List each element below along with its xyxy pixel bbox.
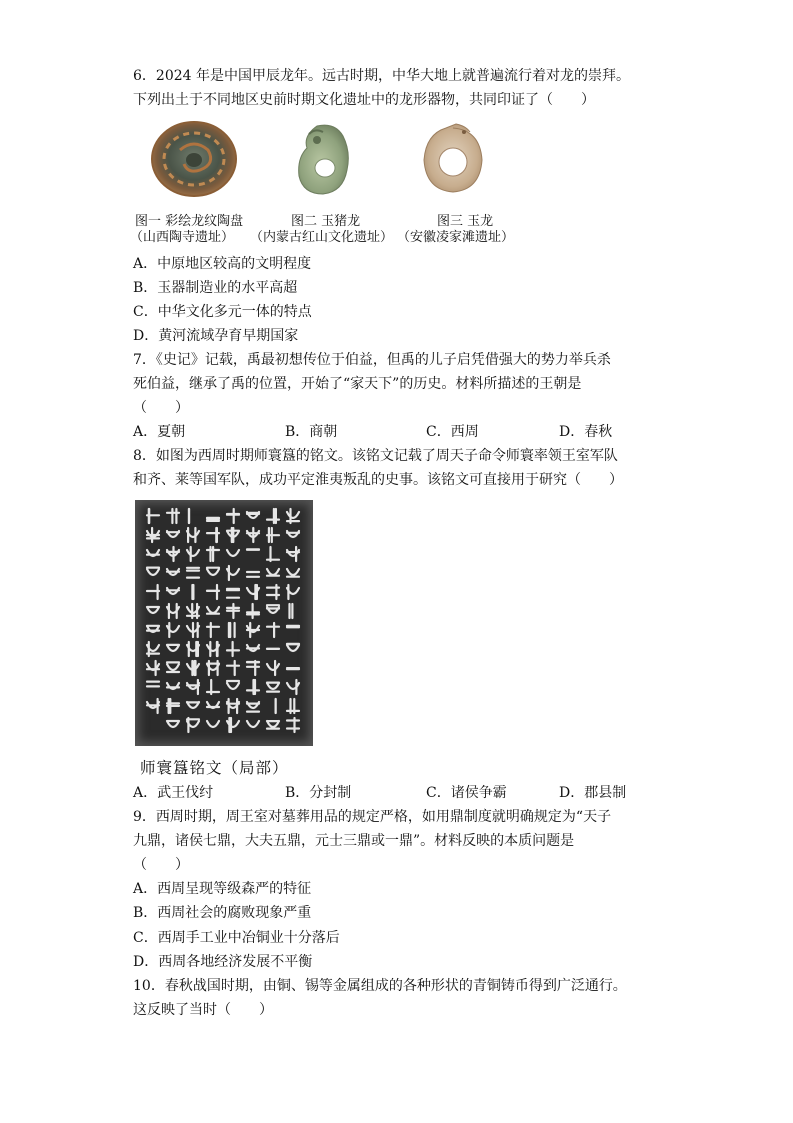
rubbing-glyph-stroke [267,721,279,729]
q7-stem-line2: 死伯益，继承了禹的位置，开始了“家天下”的历史。材料所描述的王朝是 [133,376,582,392]
rubbing-glyph-stroke [247,512,259,518]
inscription-rubbing-image [135,500,313,746]
q8-stem-line2: 和齐、莱等国军队，成功平定淮夷叛乱的史事。该铭文可直接用于研究（ ） [133,472,623,488]
rubbing-glyph-stroke [229,623,235,637]
q7-option-a[interactable]: A．夏朝 [133,424,186,440]
rubbing-glyph-stroke [227,718,239,732]
rubbing-glyph-stroke [267,547,279,561]
rubbing-glyph-stroke [147,682,159,687]
rubbing-glyph-stroke [207,547,219,561]
rubbing-glyph-stroke [267,528,279,542]
fig3-site: （安徽凌家滩遗址） [397,230,515,245]
fig1-title: 图一 彩绘龙纹陶盘 [135,214,244,229]
rubbing-glyph-stroke [187,568,199,578]
rubbing-glyph-stroke [207,585,219,599]
rubbing-glyph-stroke [167,569,179,575]
rubbing-glyph-stroke [207,661,219,675]
q6-option-d[interactable]: D．黄河流域孕育早期国家 [133,328,299,344]
rubbing-glyph-stroke [167,623,179,637]
rubbing-glyph-stroke [187,661,199,675]
rubbing-glyph-stroke [207,680,219,694]
rubbing-glyph-stroke [207,607,219,614]
rubbing-glyph-stroke [227,699,239,713]
rubbing-glyph-stroke [187,547,199,561]
rubbing-glyph-stroke [287,547,299,561]
rubbing-glyph-stroke [147,528,159,542]
rubbing-glyph-stroke [247,572,259,577]
q9-stem-line1: 9．西周时期，周王室对墓葬用品的规定严格，如用鼎制度就明确规定为“天子 [133,809,612,825]
rubbing-glyph-stroke [267,509,279,523]
rubbing-glyph-stroke [167,662,179,672]
rubbing-glyph-stroke [287,680,299,694]
q9-stem-line3: （ ） [133,857,189,873]
rubbing-glyph-stroke [247,721,259,727]
rubbing-glyph-stroke [147,661,159,675]
q8-option-b[interactable]: B．分封制 [285,785,352,801]
q8-option-a[interactable]: A．武王伐纣 [133,785,214,801]
rubbing-glyph-stroke [227,661,239,675]
q8-option-c[interactable]: C．诸侯争霸 [426,785,507,801]
rubbing-glyph-stroke [207,623,219,637]
rubbing-glyph-stroke [287,531,299,537]
q6-stem-line2: 下列出土于不同地区史前时期文化遗址中的龙形器物，共同印证了（ ） [133,92,595,108]
rubbing-glyph-stroke [287,718,299,732]
q8-option-d[interactable]: D．郡县制 [559,785,627,801]
rubbing-glyph-stroke [167,588,179,594]
q9-option-d[interactable]: D．西周各地经济发展不平衡 [133,954,313,970]
rubbing-glyph-stroke [287,699,299,713]
q7-option-c[interactable]: C．西周 [426,424,479,440]
fig3-title: 图三 玉龙 [437,214,494,229]
rubbing-glyph-stroke [267,605,279,613]
rubbing-glyph-stroke [167,683,179,689]
painted-pottery-plate-icon [150,120,238,198]
rubbing-glyph-stroke [187,623,199,637]
q7-option-b[interactable]: B．商朝 [285,424,338,440]
rubbing-glyph-stroke [167,509,179,523]
q8-stem-line1: 8．如图为西周时期师寰簋的铭文。该铭文记载了周天子命令师寰率领王室军队 [133,448,618,464]
rubbing-glyph-stroke [207,642,219,656]
rubbing-glyph-stroke [287,644,299,651]
rubbing-glyph-stroke [167,721,179,727]
fig2-site: （内蒙古红山文化遗址） [250,230,394,245]
rubbing-glyph-stroke [247,528,259,542]
rubbing-glyph-stroke [247,645,259,651]
jade-dragon-ring-icon [420,122,486,196]
rubbing-glyph-stroke [287,569,299,577]
rubbing-glyph-stroke [247,585,259,599]
q7-stem-line1: 7．《史记》记载，禹最初想传位于伯益，但禹的儿子启凭借强大的势力举兵杀 [133,352,611,368]
rubbing-glyph-stroke [227,550,239,556]
q6-stem-line1: 6．2024 年是中国甲辰龙年。远古时期，中华大地上就普遍流行着对龙的崇拜。 [133,68,630,84]
rubbing-glyph-stroke [287,509,299,523]
rubbing-glyph-stroke [267,585,279,599]
rubbing-glyph-stroke [287,668,299,669]
q6-option-c[interactable]: C．中华文化多元一体的特点 [133,304,312,320]
rubbing-glyph-stroke [167,547,179,561]
q9-option-b[interactable]: B．西周社会的腐败现象严重 [133,905,312,921]
rubbing-glyph-stroke [247,661,259,675]
rubbing-glyph-stroke [287,585,299,599]
rubbing-glyph-stroke [227,642,239,656]
rubbing-glyph-stroke [227,566,239,580]
rubbing-glyph-stroke [147,626,159,632]
rubbing-glyph-stroke [207,518,219,521]
rubbing-glyph-stroke [207,721,219,727]
rubbing-glyph-stroke [227,604,239,618]
rubbing-glyph-stroke [187,702,199,708]
rubbing-glyph-stroke [287,626,299,628]
rubbing-glyph-stroke [247,680,259,694]
rubbing-glyph-stroke [247,604,259,618]
rubbing-glyph-stroke [207,568,219,575]
rubbing-glyph-stroke [187,528,199,542]
rubbing-glyph-stroke [227,509,239,523]
rubbing-glyph-stroke [267,623,279,637]
rubbing-glyph-stroke [147,699,159,713]
rubbing-glyph-stroke [247,623,259,637]
rubbing-glyph-stroke [167,699,179,713]
rubbing-glyph-stroke [147,585,159,599]
rubbing-glyph-stroke [227,528,239,542]
rubbing-glyph-stroke [187,604,199,618]
rubbing-glyph-stroke [167,645,179,651]
fig2-title: 图二 玉猪龙 [291,214,361,229]
rubbing-glyph-stroke [187,718,199,732]
rubbing-glyph-stroke [227,589,239,598]
q9-stem-line2: 九鼎，诸侯七鼎，大夫五鼎，元士三鼎或一鼎”。材料反映的本质问题是 [133,833,575,849]
rubbing-glyph-texture-icon [135,500,313,746]
rubbing-glyph-stroke [267,661,279,675]
q10-stem-line1: 10．春秋战国时期，由铜、锡等金属组成的各种形状的青铜铸币得到广泛通行。 [133,978,627,994]
rubbing-glyph-stroke [207,702,219,708]
rubbing-glyph-stroke [187,680,199,694]
rubbing-glyph-stroke [247,702,259,712]
q7-option-d[interactable]: D．春秋 [559,424,613,440]
q9-option-c[interactable]: C．西周手工业中冶铜业十分落后 [133,930,340,946]
rubbing-glyph-stroke [290,604,293,618]
rubbing-glyph-stroke [192,585,193,599]
jade-pig-dragon-icon [295,122,353,198]
q10-stem-line2: 这反映了当时（ ） [133,1002,273,1018]
q6-option-b[interactable]: B．玉器制造业的水平高超 [133,280,298,296]
fig1-site: （山西陶寺遗址） [130,230,235,245]
rubbing-glyph-stroke [147,568,159,575]
rubbing-glyph-stroke [207,528,219,542]
inscription-caption: 师寰簋铭文（局部） [140,759,289,777]
rubbing-glyph-stroke [167,531,179,537]
rubbing-glyph-stroke [187,642,199,656]
q6-option-a[interactable]: A．中原地区较高的文明程度 [133,256,312,272]
rubbing-glyph-stroke [147,642,159,656]
rubbing-glyph-stroke [267,569,279,576]
q9-option-a[interactable]: A．西周呈现等级森严的特征 [133,881,312,897]
rubbing-glyph-stroke [167,604,179,618]
q7-stem-line3: （ ） [133,400,189,416]
rubbing-glyph-stroke [147,607,159,613]
rubbing-glyph-stroke [227,681,239,689]
rubbing-glyph-stroke [147,550,159,556]
rubbing-glyph-stroke [267,683,279,692]
rubbing-glyph-stroke [147,509,159,523]
